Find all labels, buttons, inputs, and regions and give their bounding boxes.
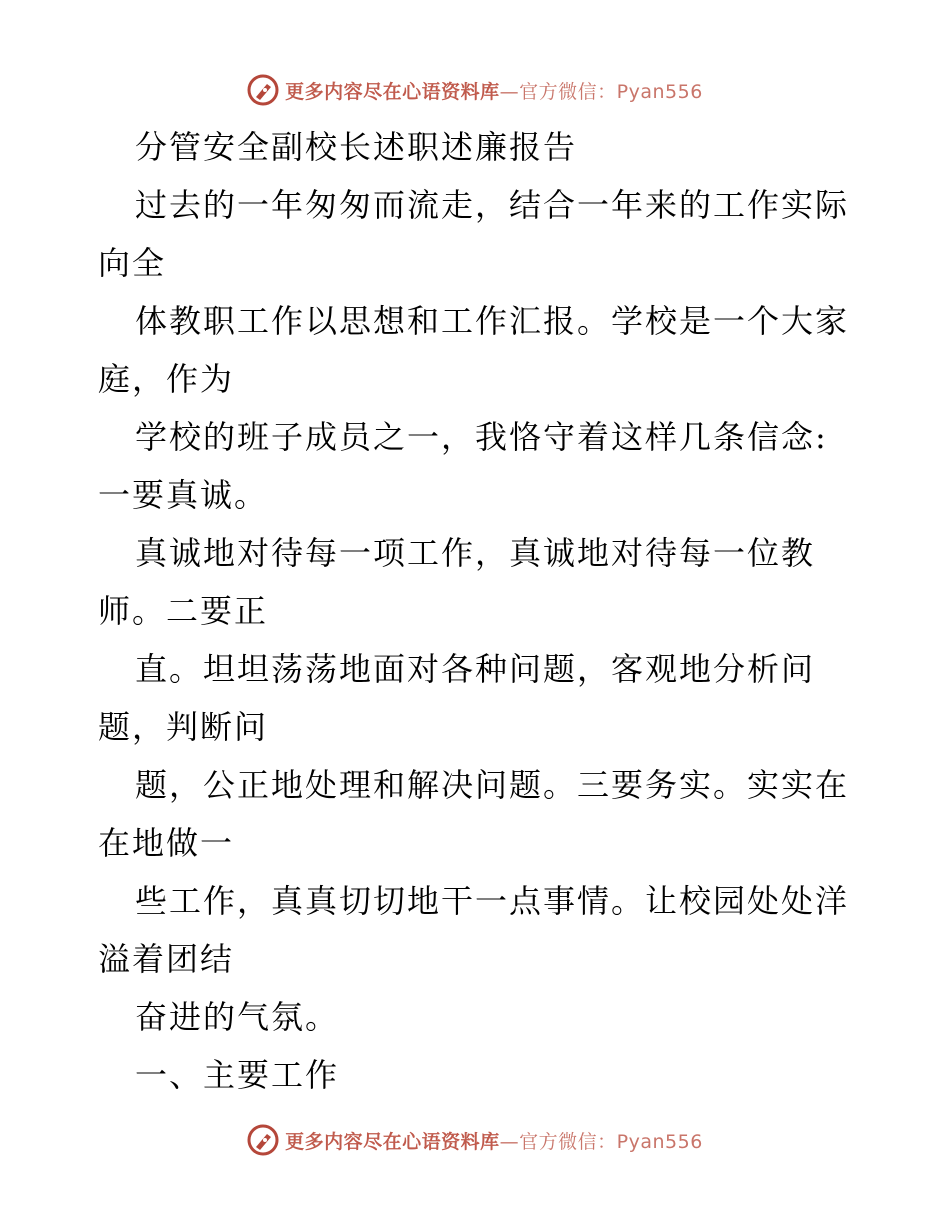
paragraph-line: 向全 — [98, 244, 167, 282]
paragraph-line: 些工作，真真切切地干一点事情。让校园处处洋 — [135, 882, 850, 920]
paragraph-line: 过去的一年匆匆而流走，结合一年来的工作实际 — [135, 186, 850, 224]
footer-banner-text — [285, 1127, 703, 1154]
header-banner — [0, 70, 950, 110]
paragraph-line: 题，判断问 — [98, 708, 269, 746]
paragraph-line: 直。坦坦荡荡地面对各种问题，客观地分析问 — [135, 650, 816, 688]
pen-nib-logo-icon — [247, 1124, 279, 1156]
header-site-text: 更多内容尽在心语资料库 — [285, 80, 500, 103]
paragraph-line: 学校的班子成员之一，我恪守着这样几条信念: — [135, 418, 828, 456]
document-body — [98, 118, 868, 1104]
header-dash: — — [499, 80, 520, 103]
footer-site-text: 更多内容尽在心语资料库 — [285, 1130, 500, 1153]
paragraph-line: 一要真诚。 — [98, 476, 269, 514]
section-heading: 一、主要工作 — [135, 1056, 340, 1094]
header-banner-text — [285, 77, 703, 104]
paragraph-line: 奋进的气氛。 — [135, 998, 340, 1036]
header-wechat-text: 官方微信：Pyan556 — [519, 80, 703, 103]
paragraph-line: 庭，作为 — [98, 360, 235, 398]
paragraph-line: 题，公正地处理和解决问题。三要务实。实实在 — [135, 766, 850, 804]
document-title: 分管安全副校长述职述廉报告 — [135, 128, 578, 166]
paragraph-line: 师。二要正 — [98, 592, 269, 630]
footer-banner — [0, 1120, 950, 1160]
footer-dash: — — [499, 1130, 520, 1153]
paragraph-line: 体教职工作以思想和工作汇报。学校是一个大家 — [135, 302, 850, 340]
paragraph-line: 溢着团结 — [98, 940, 235, 978]
paragraph-line: 真诚地对待每一项工作，真诚地对待每一位教 — [135, 534, 816, 572]
footer-wechat-text: 官方微信：Pyan556 — [519, 1130, 703, 1153]
paragraph-line: 在地做一 — [98, 824, 235, 862]
pen-nib-logo-icon — [247, 74, 279, 106]
